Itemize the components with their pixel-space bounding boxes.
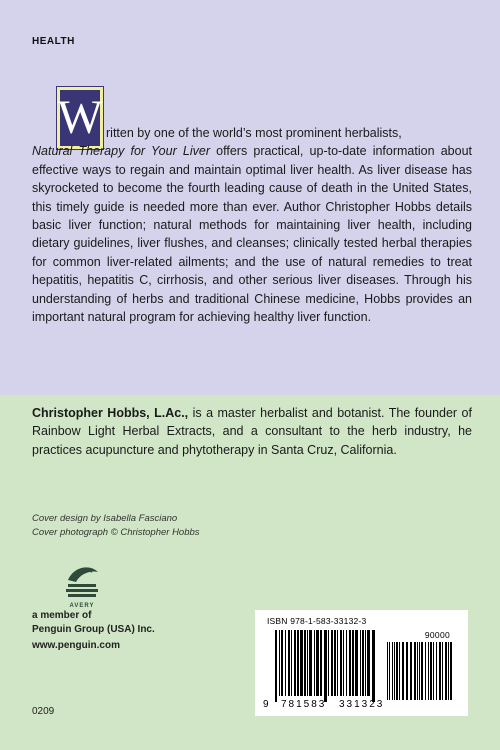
description-rest: offers practical, up-to-date information about effective ways to regain and maintain optimal liver health. As liver disease has skyrocketed to become the fourth leading cause of death in the United States, this timely guide is needed more than ever. Author Christopher Hobbs details basic liver function; natural methods for maintaining liver health, including dietary guidelines, liver flushes, and cleanses; clinically tested herbal therapies for common liver-related ailments; and the use of natural remedies to treat hepatitis, hepatitis C, cirrhosis, and other serious liver diseases. Through his understanding of herbs and traditional Chinese medicine, Hobbs provides an important natural program for achieving healthy liver function. (32, 144, 472, 325)
book-description (32, 124, 472, 326)
avery-logo-icon (60, 560, 104, 610)
book-title: Natural Therapy for Your Liver (32, 144, 210, 159)
isbn-text: ISBN 978-1-583-33132-3 (267, 616, 367, 626)
barcode-digits-left: 781583 (281, 699, 327, 710)
barcode-digit-first: 9 (263, 699, 269, 710)
author-bio-text: is a master herbalist and botanist. The founder of Rainbow Light Herbal Extracts, and a consultant to the herb industry, he practices acupuncture and phytotherapy in Santa Cruz, California. (32, 406, 472, 457)
author-bio (32, 404, 472, 459)
cover-design-credit: Cover design by Isabella Fasciano (32, 513, 178, 524)
barcode-digits-right: 331323 (339, 699, 385, 710)
cover-photo-credit: Cover photograph © Christopher Hobbs (32, 527, 200, 538)
description-first-line: ritten by one of the world’s most prominent herbalists, (106, 126, 402, 140)
logo-wordmark: AVERY (69, 603, 95, 609)
drop-cap-letter: W (57, 91, 103, 144)
publisher-url: www.penguin.com (32, 640, 120, 651)
publisher-line-2: Penguin Group (USA) Inc. (32, 624, 155, 635)
publisher-info (32, 609, 155, 637)
barcode-icon (261, 626, 463, 702)
print-code: 0209 (32, 706, 55, 717)
description-body (32, 142, 472, 326)
cover-credits (32, 512, 200, 540)
author-name: Christopher Hobbs, L.Ac., (32, 406, 189, 420)
publisher-line-1: a member of (32, 610, 92, 621)
price-code: 90000 (424, 630, 450, 640)
barcode-panel (255, 610, 468, 716)
category-label: HEALTH (32, 36, 75, 47)
